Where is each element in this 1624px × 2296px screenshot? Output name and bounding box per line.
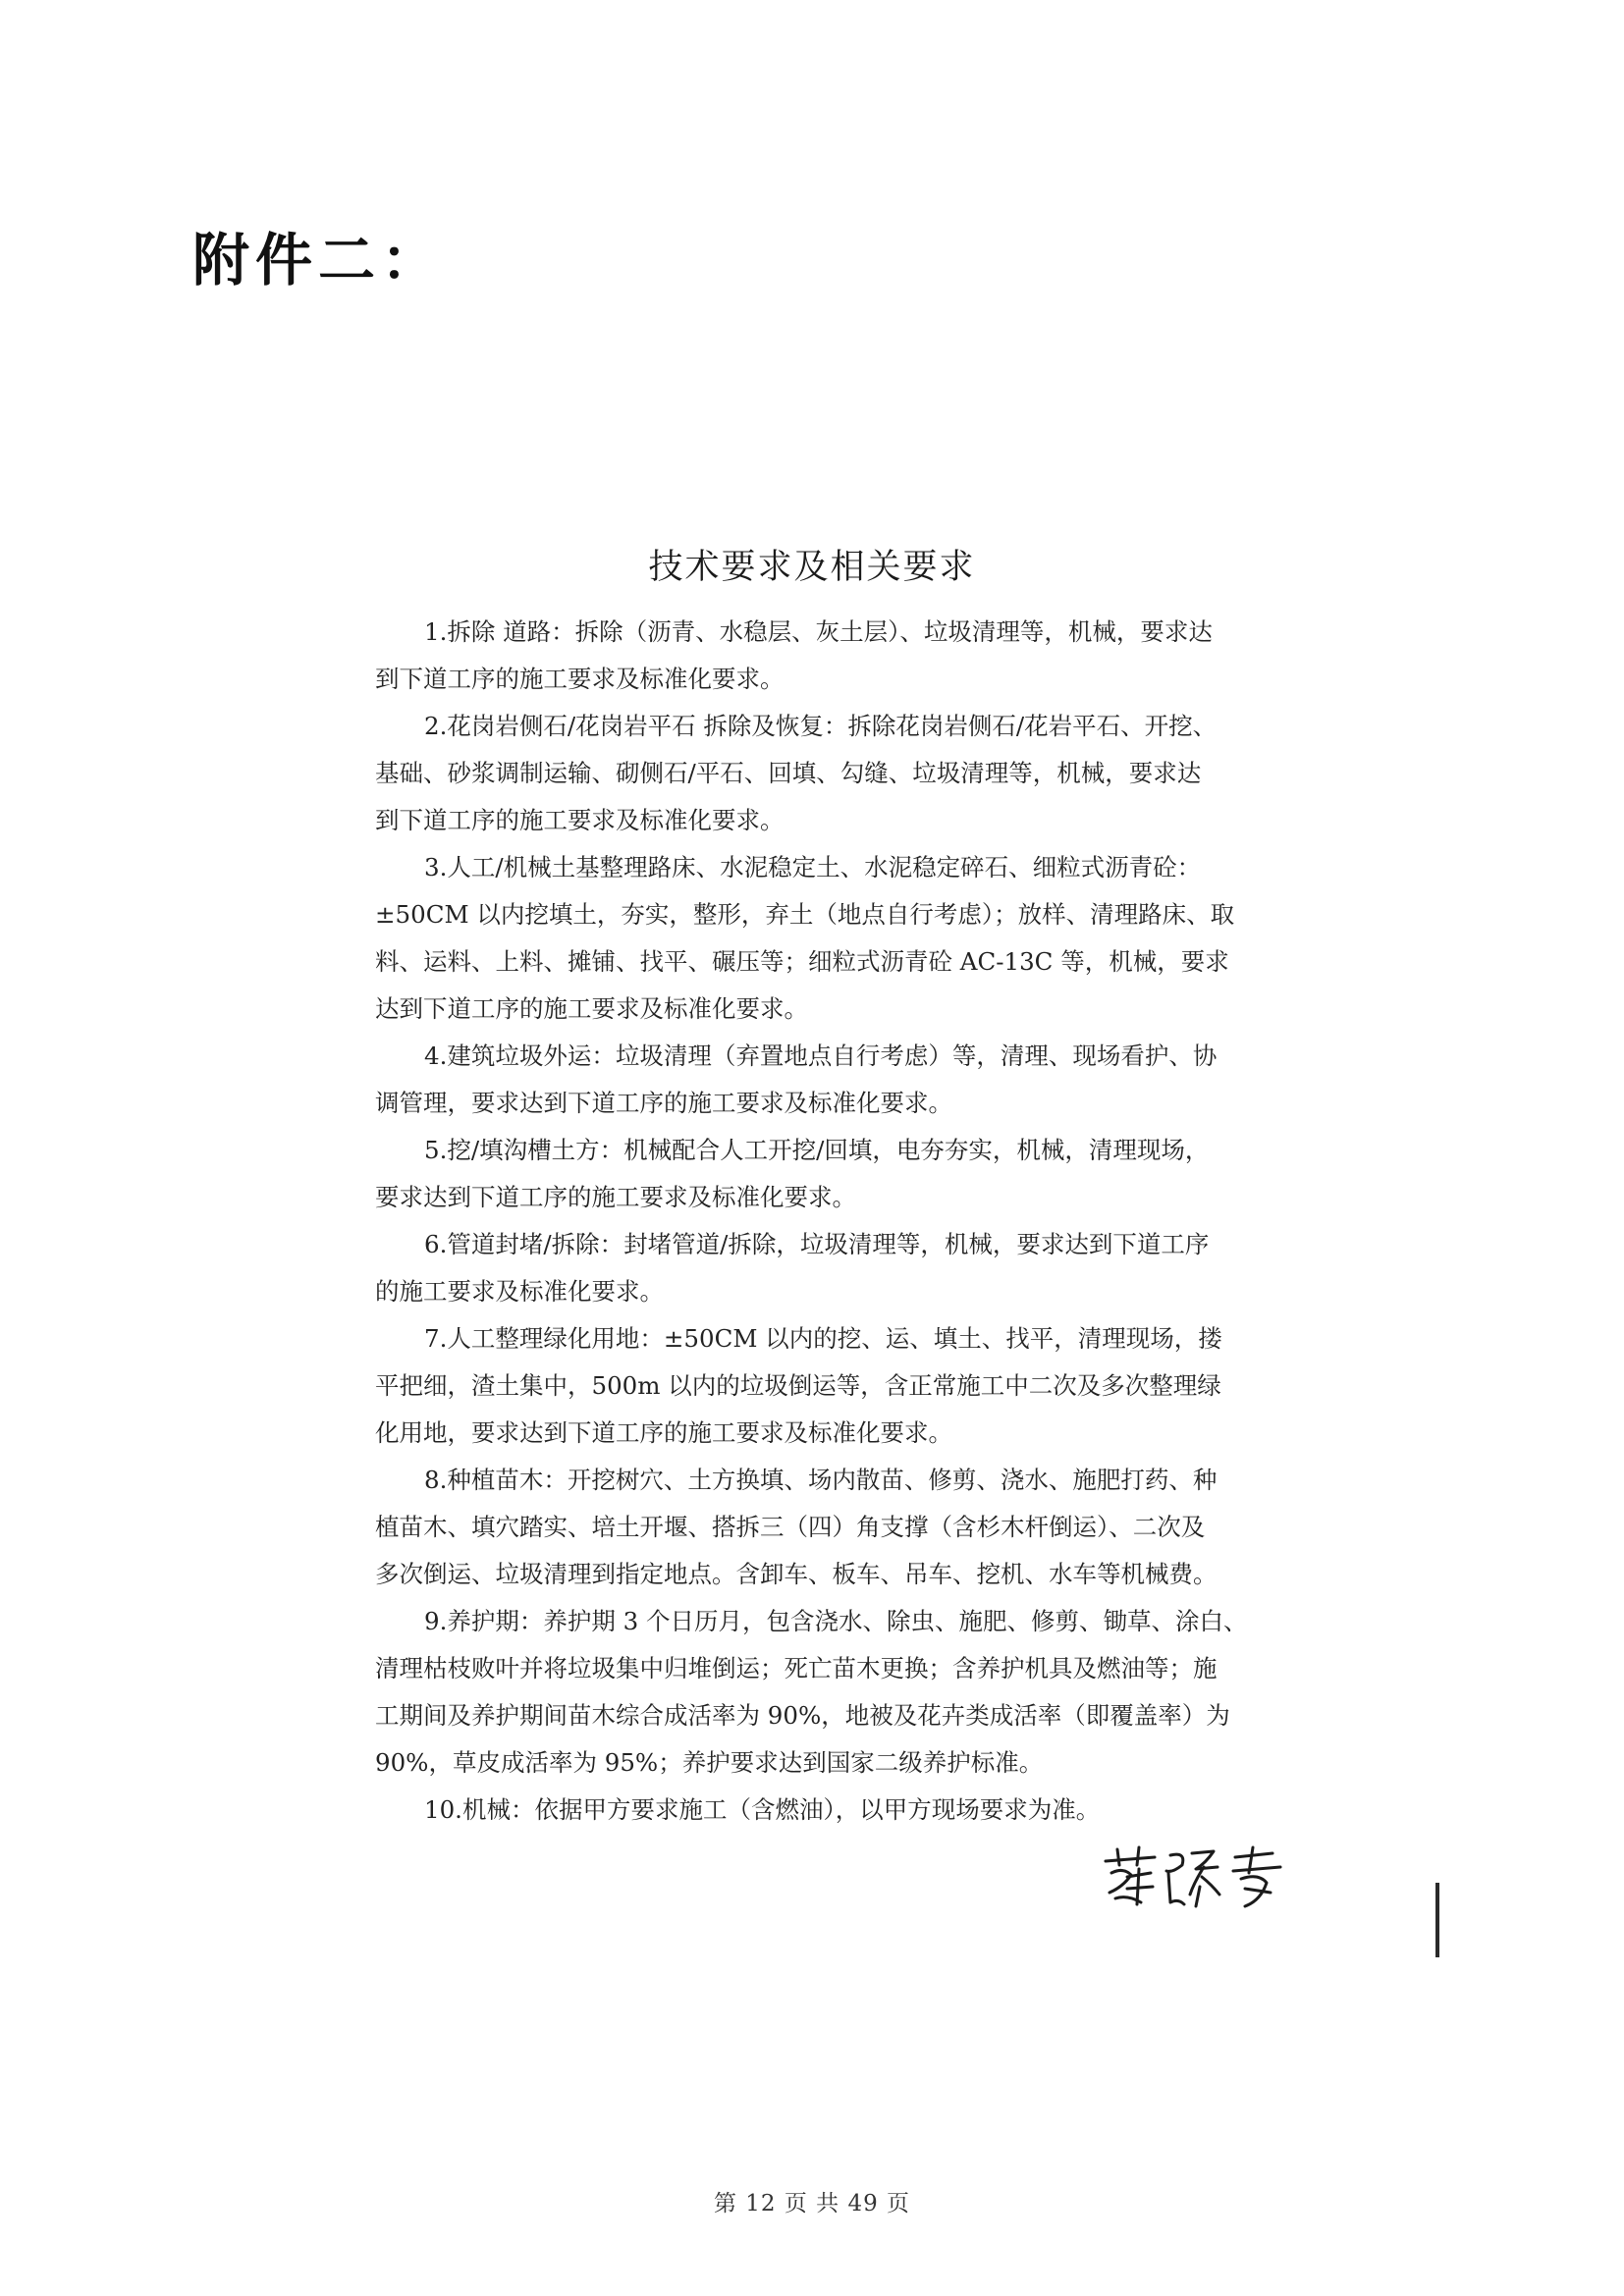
item-9-line-1: 9.养护期：养护期 3 个日历月，包含浇水、除虫、施肥、修剪、锄草、涂白、 bbox=[424, 1607, 1248, 1635]
item-10-line-1: 10.机械：依据甲方要求施工（含燃油），以甲方现场要求为准。 bbox=[424, 1795, 1101, 1824]
item-2-line-2: 基础、砂浆调制运输、砌侧石/平石、回填、勾缝、垃圾清理等，机械，要求达 bbox=[375, 759, 1202, 787]
item-3-line-3: 料、运料、上料、摊铺、找平、碾压等；细粒式沥青砼 AC-13C 等，机械，要求 bbox=[375, 947, 1229, 976]
item-8-line-3: 多次倒运、垃圾清理到指定地点。含卸车、板车、吊车、挖机、水车等机械费。 bbox=[375, 1560, 1218, 1588]
page-number: 第 12 页 共 49 页 bbox=[713, 2191, 911, 2216]
item-3-line-4: 达到下道工序的施工要求及标准化要求。 bbox=[375, 994, 808, 1023]
handwritten-signature bbox=[1098, 1843, 1294, 1912]
item-8-line-2: 植苗木、填穴踏实、培土开堰、搭拆三（四）角支撑（含杉木杆倒运）、二次及 bbox=[375, 1513, 1206, 1541]
item-1-line-2: 到下道工序的施工要求及标准化要求。 bbox=[375, 665, 785, 693]
item-3-line-2: ±50CM 以内挖填土，夯实，整形，弃土（地点自行考虑）；放样、清理路床、取 bbox=[375, 900, 1235, 929]
scan-margin-mark bbox=[1435, 1883, 1439, 1957]
item-4-line-1: 4.建筑垃圾外运：垃圾清理（弃置地点自行考虑）等，清理、现场看护、协 bbox=[424, 1041, 1218, 1070]
attachment-heading: 附件二： bbox=[192, 227, 445, 294]
item-5-line-1: 5.挖/填沟槽土方：机械配合人工开挖/回填，电夯夯实，机械，清理现场， bbox=[424, 1136, 1210, 1164]
item-2-line-3: 到下道工序的施工要求及标准化要求。 bbox=[375, 806, 785, 834]
item-7-line-3: 化用地，要求达到下道工序的施工要求及标准化要求。 bbox=[375, 1418, 952, 1447]
item-5-line-2: 要求达到下道工序的施工要求及标准化要求。 bbox=[375, 1183, 856, 1211]
item-9-line-4: 90%，草皮成活率为 95%；养护要求达到国家二级养护标准。 bbox=[375, 1748, 1044, 1777]
item-1-line-1: 1.拆除 道路：拆除（沥青、水稳层、灰土层）、垃圾清理等，机械，要求达 bbox=[424, 617, 1213, 646]
item-9-line-3: 工期间及养护期间苗木综合成活率为 90%，地被及花卉类成活率（即覆盖率）为 bbox=[375, 1701, 1230, 1730]
document-title: 技术要求及相关要求 bbox=[648, 548, 976, 587]
item-7-line-2: 平把细，渣土集中，500m 以内的垃圾倒运等，含正常施工中二次及多次整理绿 bbox=[375, 1371, 1221, 1400]
item-4-line-2: 调管理，要求达到下道工序的施工要求及标准化要求。 bbox=[375, 1089, 952, 1117]
item-8-line-1: 8.种植苗木：开挖树穴、土方换填、场内散苗、修剪、浇水、施肥打药、种 bbox=[424, 1466, 1218, 1494]
item-2-line-1: 2.花岗岩侧石/花岗岩平石 拆除及恢复：拆除花岗岩侧石/花岩平石、开挖、 bbox=[424, 712, 1218, 740]
requirements-body bbox=[375, 609, 1259, 1834]
item-6-line-1: 6.管道封堵/拆除：封堵管道/拆除，垃圾清理等，机械，要求达到下道工序 bbox=[424, 1230, 1210, 1258]
item-7-line-1: 7.人工整理绿化用地：±50CM 以内的挖、运、填土、找平，清理现场，搂 bbox=[424, 1324, 1222, 1353]
item-9-line-2: 清理枯枝败叶并将垃圾集中归堆倒运；死亡苗木更换；含养护机具及燃油等；施 bbox=[375, 1654, 1218, 1682]
item-6-line-2: 的施工要求及标准化要求。 bbox=[375, 1277, 664, 1306]
item-3-line-1: 3.人工/机械土基整理路床、水泥稳定土、水泥稳定碎石、细粒式沥青砼： bbox=[424, 853, 1202, 881]
